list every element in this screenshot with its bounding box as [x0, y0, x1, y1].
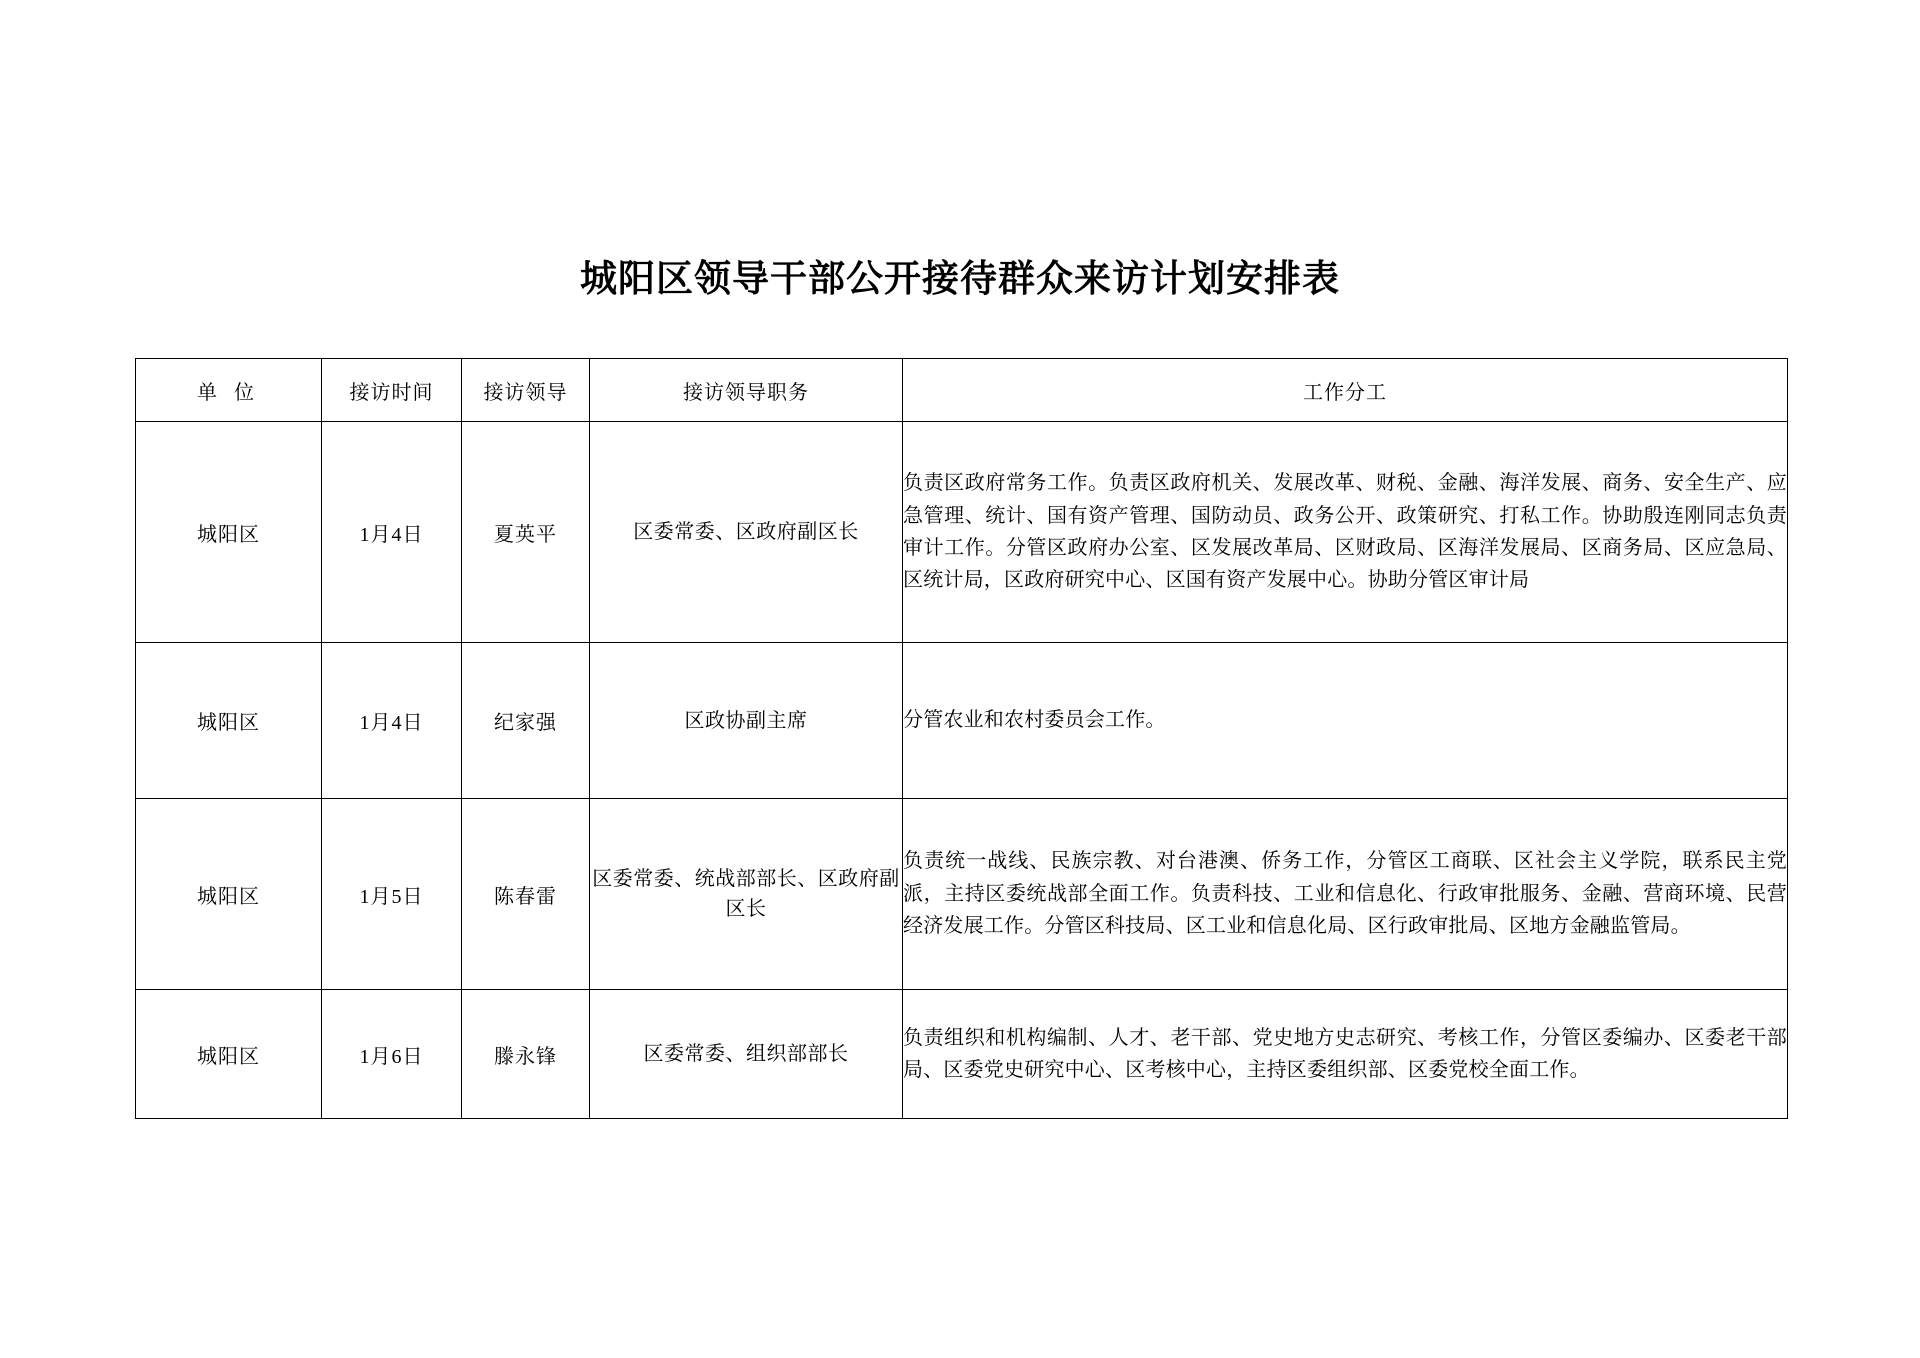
cell-duty: 负责统一战线、民族宗教、对台港澳、侨务工作，分管区工商联、区社会主义学院，联系民主党派，主持区委统战部全面工作。负责科技、工业和信息化、行政审批服务、金融、营商环境、民营经济发展工作。分管区科技局、区工业和信息化局、区行政审批局、区地方金融监管局。 — [903, 799, 1788, 990]
table-row — [136, 422, 1788, 643]
cell-unit: 城阳区 — [136, 990, 322, 1119]
cell-post: 区委常委、统战部部长、区政府副区长 — [590, 799, 903, 990]
page-title: 城阳区领导干部公开接待群众来访计划安排表 — [580, 259, 1340, 300]
cell-post: 区委常委、区政府副区长 — [590, 422, 903, 643]
column-header-post: 接访领导职务 — [590, 359, 903, 422]
cell-duty: 负责区政府常务工作。负责区政府机关、发展改革、财税、金融、海洋发展、商务、安全生产、应急管理、统计、国有资产管理、国防动员、政务公开、政策研究、打私工作。协助殷连刚同志负责审计工作。分管区政府办公室、区发展改革局、区财政局、区海洋发展局、区商务局、区应急局、区统计局，区政府研究中心、区国有资产发展中心。协助分管区审计局 — [903, 422, 1788, 643]
cell-leader: 滕永锋 — [462, 990, 590, 1119]
column-header-duty: 工作分工 — [903, 359, 1788, 422]
cell-post: 区委常委、组织部部长 — [590, 990, 903, 1119]
cell-time: 1月5日 — [322, 799, 462, 990]
cell-time: 1月6日 — [322, 990, 462, 1119]
cell-duty: 分管农业和农村委员会工作。 — [903, 643, 1788, 799]
schedule-table — [135, 358, 1788, 1119]
cell-leader: 陈春雷 — [462, 799, 590, 990]
cell-leader: 夏英平 — [462, 422, 590, 643]
cell-post: 区政协副主席 — [590, 643, 903, 799]
table-header-row — [136, 359, 1788, 422]
cell-unit: 城阳区 — [136, 643, 322, 799]
column-header-leader: 接访领导 — [462, 359, 590, 422]
table-row — [136, 643, 1788, 799]
cell-leader: 纪家强 — [462, 643, 590, 799]
column-header-unit: 单 位 — [136, 359, 322, 422]
cell-unit: 城阳区 — [136, 799, 322, 990]
cell-time: 1月4日 — [322, 643, 462, 799]
cell-time: 1月4日 — [322, 422, 462, 643]
table-row — [136, 990, 1788, 1119]
column-header-time: 接访时间 — [322, 359, 462, 422]
cell-unit: 城阳区 — [136, 422, 322, 643]
table-body — [136, 422, 1788, 1119]
cell-duty: 负责组织和机构编制、人才、老干部、党史地方史志研究、考核工作，分管区委编办、区委老干部局、区委党史研究中心、区考核中心，主持区委组织部、区委党校全面工作。 — [903, 990, 1788, 1119]
table-row — [136, 799, 1788, 990]
table-header — [136, 359, 1788, 422]
